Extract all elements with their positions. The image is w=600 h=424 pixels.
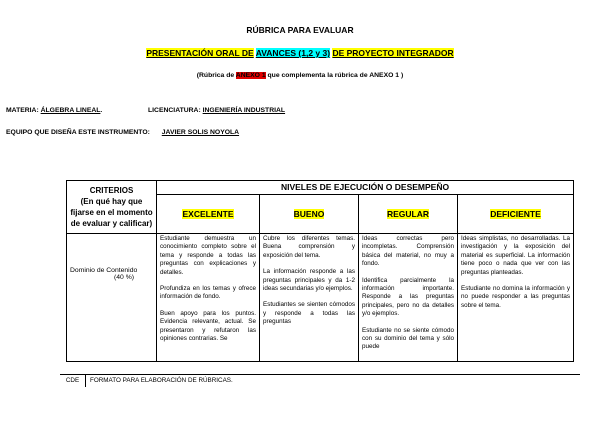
regular-p3: Estudiante no se siente cómodo con su dominio del tema y sólo puede [362,326,454,351]
regular-p2: Identifica parcialmente la información importante. Responde a las preguntas principales, pero no da detalles y/o ejemplos. [362,276,454,318]
bueno-p3: Estudiantes se sienten cómodos y responde a todas las preguntas [263,301,355,326]
equipo-line [6,129,239,136]
licenciatura-line [148,107,285,114]
materia-line: MATERIA: ÁLGEBRA LINEAL. [6,107,103,114]
document-title: RÚBRICA PARA EVALUAR [246,25,354,35]
level-regular [359,195,458,234]
materia-value: ÁLGEBRA LINEAL [40,107,101,114]
excelente-p3: Buen apoyo para los puntos. Evidencia relevante, actual. Se presentaron y refutaron las opiniones contrarias. Se [160,309,256,343]
footer-code: CDE [60,375,86,387]
cell-bueno [260,234,359,362]
deficiente-p1: Ideas simplistas, no desarrolladas. La investigación y la exposición del material es superficial. La información tiene poco o nada que ver con las preguntas planteadas. [461,235,571,276]
cell-excelente [157,234,260,362]
bueno-p2: La información responde a las preguntas principales y da 1-2 ideas secundarias y/o ejemplos. [263,268,355,293]
criterios-title: CRITERIOS [89,186,134,195]
level-deficiente [458,195,574,234]
subnote [0,72,600,79]
bueno-p1: Cubre los diferentes temas. Buena comprensión y exposición del tema. [263,235,355,259]
criterios-header [67,181,157,234]
cell-deficiente [458,234,574,362]
deficiente-p2: Estudiante no domina la información y no puede responder a las preguntas sobre el tema. [461,285,571,309]
headline-part3: DE PROYECTO INTEGRADOR [332,48,454,58]
level-bueno-label: BUENO [293,209,325,219]
level-excelente [157,195,260,234]
criterion-weight: (40 %) [114,274,135,281]
headline [0,48,600,58]
level-regular-label: REGULAR [386,209,430,219]
licenciatura-value: INGENIERÍA INDUSTRIAL [202,107,286,114]
subnote-highlight: ANEXO 1 [235,72,266,79]
materia-label: MATERIA: [6,107,39,114]
level-excelente-label: EXCELENTE [182,209,234,219]
excelente-p1: Estudiante demuestra un conocimiento completo sobre el tema y responde a todas las preguntas con explicaciones y detalles. [160,235,256,276]
criterion-dominio [67,234,157,362]
niveles-header: NIVELES DE EJECUCIÓN O DESEMPEÑO [157,181,574,195]
headline-part1: PRESENTACIÓN ORAL DE [146,48,254,58]
subnote-prefix: (Rúbrica de [196,72,236,79]
level-bueno [260,195,359,234]
subnote-suffix: que complementa la rúbrica de ANEXO 1 ) [265,72,404,79]
footer-text: FORMATO PARA ELABORACIÓN DE RÚBRICAS. [90,377,233,384]
licenciatura-label: LICENCIATURA: [148,107,201,114]
equipo-value: JAVIER SOLIS NOYOLA [161,129,240,136]
criterion-name: Dominio de Contenido [70,267,138,274]
page-footer [60,374,580,384]
level-deficiente-label: DEFICIENTE [490,209,541,219]
criterios-subtitle: (En qué hay que fijarse en el momento de evaluar y calificar) [70,197,153,228]
cell-regular [359,234,458,362]
headline-part2: AVANCES (1,2 y 3) [255,48,331,58]
equipo-label: EQUIPO QUE DISEÑA ESTE INSTRUMENTO: [6,129,150,136]
regular-p1: Ideas correctas pero incompletas. Comprensión básica del material, no muy a fondo. [362,235,454,268]
excelente-p2: Profundiza en los temas y ofrece información de fondo. [160,285,256,301]
rubric-table [66,180,574,362]
